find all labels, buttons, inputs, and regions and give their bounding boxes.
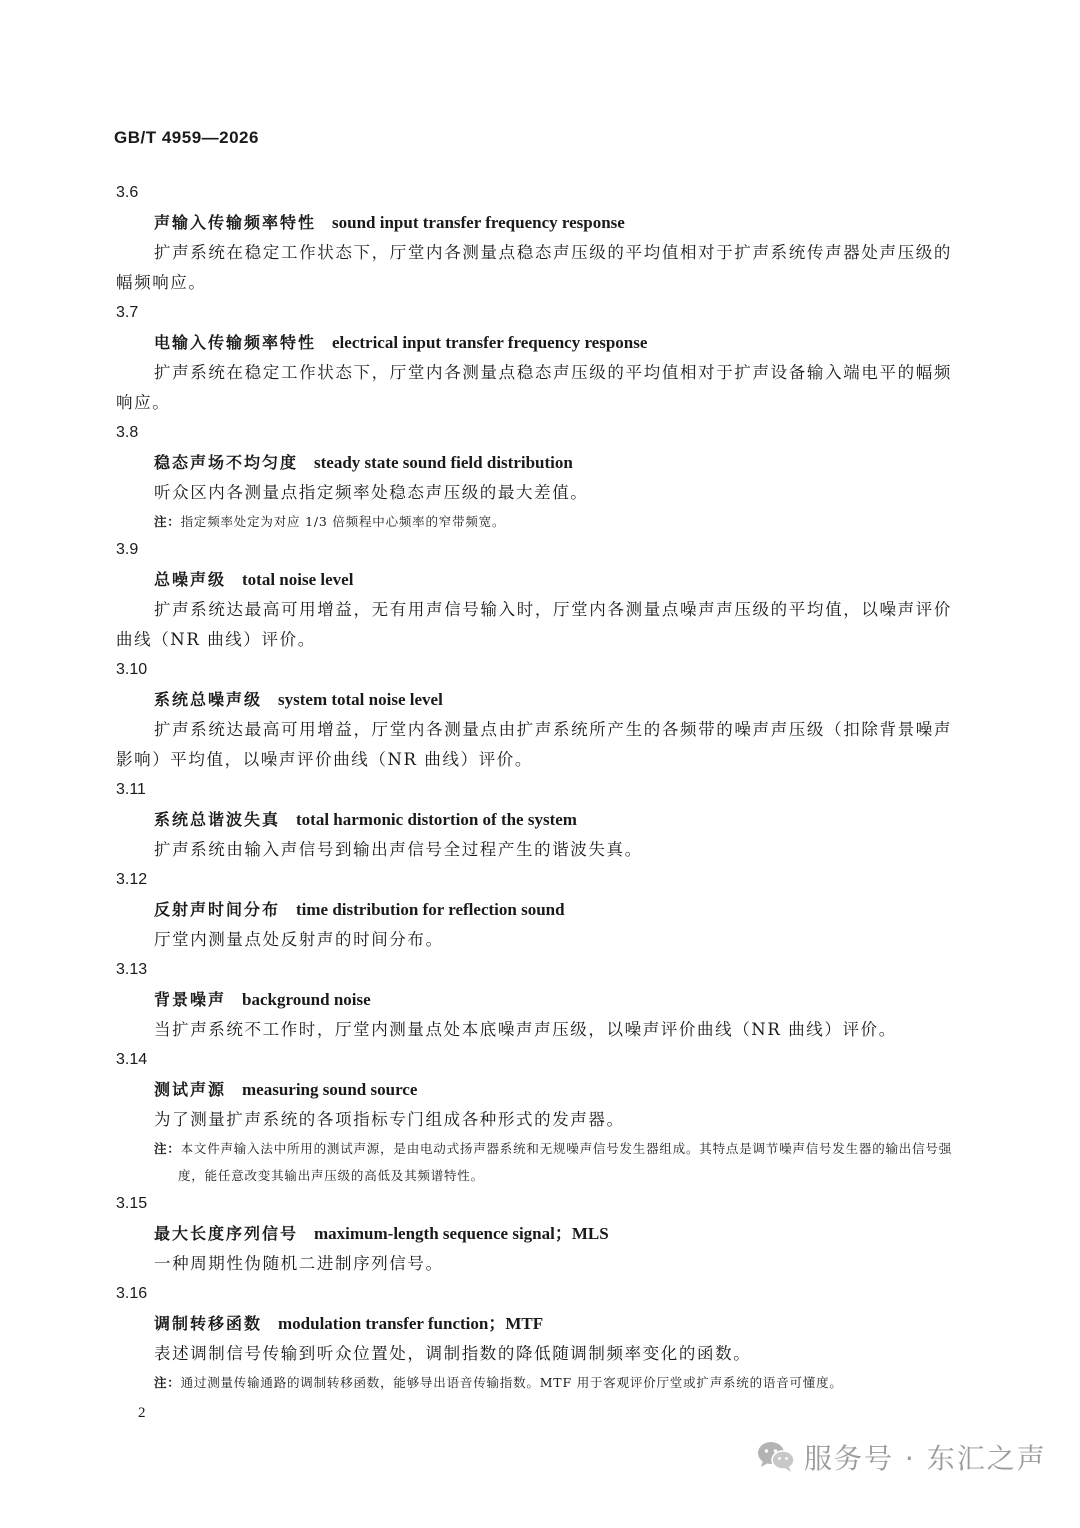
term-chinese: 声输入传输频率特性	[154, 213, 317, 232]
term-definition: 扩声系统在稳定工作状态下，厅堂内各测量点稳态声压级的平均值相对于扩声系统传声器处声压级的幅频响应。	[116, 243, 952, 292]
entry-number: 3.11	[116, 781, 146, 798]
term-line	[154, 895, 1080, 925]
term-english: maximum-length sequence signal；MLS	[314, 1224, 609, 1243]
term-definition: 扩声系统由输入声信号到输出声信号全过程产生的谐波失真。	[154, 840, 643, 859]
standard-code: GB/T 4959—2026	[114, 128, 259, 147]
term-english: modulation transfer function；MTF	[278, 1314, 544, 1333]
term-entry	[0, 1279, 1080, 1396]
term-chinese: 稳态声场不均匀度	[154, 453, 299, 472]
term-line	[154, 448, 1080, 478]
note-label: 注：	[154, 514, 181, 529]
term-line	[154, 1075, 1080, 1105]
note-text: 通过测量传输通路的调制转移函数，能够导出语音传输指数。MTF 用于客观评价厅堂或扩声系统的语音可懂度。	[180, 1375, 843, 1390]
entry-number: 3.9	[116, 541, 139, 558]
entry-number: 3.12	[116, 871, 148, 888]
term-entry	[0, 775, 1080, 865]
term-line	[154, 1309, 1080, 1339]
term-line	[154, 1219, 1080, 1249]
term-chinese: 电输入传输频率特性	[154, 333, 317, 352]
term-entry	[0, 178, 1080, 298]
term-line	[154, 208, 1080, 238]
term-entry	[0, 418, 1080, 535]
term-entries	[0, 178, 1080, 1396]
term-entry	[0, 1189, 1080, 1279]
note-label: 注：	[154, 1375, 181, 1390]
entry-number: 3.15	[116, 1195, 148, 1212]
page-number: 2	[138, 1405, 146, 1421]
entry-number: 3.13	[116, 961, 148, 978]
term-chinese: 反射声时间分布	[154, 900, 281, 919]
term-entry	[0, 865, 1080, 955]
entry-number: 3.8	[116, 424, 139, 441]
term-definition: 扩声系统在稳定工作状态下，厅堂内各测量点稳态声压级的平均值相对于扩声设备输入端电平的幅频响应。	[116, 363, 952, 412]
note-text: 指定频率处定为对应 1/3 倍频程中心频率的窄带频宽。	[180, 514, 506, 529]
term-definition: 听众区内各测量点指定频率处稳态声压级的最大差值。	[154, 483, 589, 502]
term-line	[154, 985, 1080, 1015]
term-chinese: 系统总谐波失真	[154, 810, 281, 829]
term-english: electrical input transfer frequency response	[332, 333, 648, 352]
term-chinese: 测试声源	[154, 1080, 227, 1099]
term-definition: 厅堂内测量点处反射声的时间分布。	[154, 930, 444, 949]
entry-number: 3.6	[116, 184, 139, 201]
entry-number: 3.14	[116, 1051, 148, 1068]
term-entry	[0, 298, 1080, 418]
term-definition: 一种周期性伪随机二进制序列信号。	[154, 1254, 444, 1273]
term-line	[154, 805, 1080, 835]
note-text: 本文件声输入法中所用的测试声源，是由电动式扬声器系统和无规噪声信号发生器组成。其特点是调节噪声信号发生器的输出信号强度，能任意改变其输出声压级的高低及其频谱特性。	[178, 1141, 953, 1183]
term-chinese: 总噪声级	[154, 570, 227, 589]
term-entry	[0, 1045, 1080, 1189]
term-english: total harmonic distortion of the system	[296, 810, 577, 829]
term-english: total noise level	[242, 570, 354, 589]
term-line	[154, 685, 1080, 715]
watermark	[756, 1434, 1047, 1480]
term-note	[154, 1135, 976, 1189]
watermark-text: 服务号 · 东汇之声	[804, 1442, 1047, 1475]
term-note	[154, 508, 952, 535]
term-english: measuring sound source	[242, 1080, 418, 1099]
term-definition: 为了测量扩声系统的各项指标专门组成各种形式的发声器。	[154, 1110, 625, 1129]
term-definition: 当扩声系统不工作时，厅堂内测量点处本底噪声声压级，以噪声评价曲线（NR 曲线）评价。	[154, 1020, 897, 1039]
term-english: background noise	[242, 990, 371, 1009]
term-chinese: 背景噪声	[154, 990, 227, 1009]
term-chinese: 系统总噪声级	[154, 690, 263, 709]
entry-number: 3.16	[116, 1285, 148, 1302]
term-chinese: 最大长度序列信号	[154, 1224, 299, 1243]
term-line	[154, 328, 1080, 358]
entry-number: 3.7	[116, 304, 139, 321]
note-label: 注：	[154, 1141, 181, 1156]
wechat-icon	[756, 1440, 796, 1474]
term-chinese: 调制转移函数	[154, 1314, 263, 1333]
term-definition: 扩声系统达最高可用增益，厅堂内各测量点由扩声系统所产生的各频带的噪声声压级（扣除背景噪声影响）平均值，以噪声评价曲线（NR 曲线）评价。	[116, 720, 952, 769]
term-definition: 表述调制信号传输到听众位置处，调制指数的降低随调制频率变化的函数。	[154, 1344, 752, 1363]
term-entry	[0, 535, 1080, 655]
term-note	[154, 1369, 952, 1396]
term-english: steady state sound field distribution	[314, 453, 573, 472]
term-line	[154, 565, 1080, 595]
entry-number: 3.10	[116, 661, 148, 678]
term-entry	[0, 655, 1080, 775]
term-definition: 扩声系统达最高可用增益，无有用声信号输入时，厅堂内各测量点噪声声压级的平均值，以噪声评价曲线（NR 曲线）评价。	[116, 600, 952, 649]
term-entry	[0, 955, 1080, 1045]
term-english: time distribution for reflection sound	[296, 900, 565, 919]
term-english: sound input transfer frequency response	[332, 213, 625, 232]
term-english: system total noise level	[278, 690, 443, 709]
